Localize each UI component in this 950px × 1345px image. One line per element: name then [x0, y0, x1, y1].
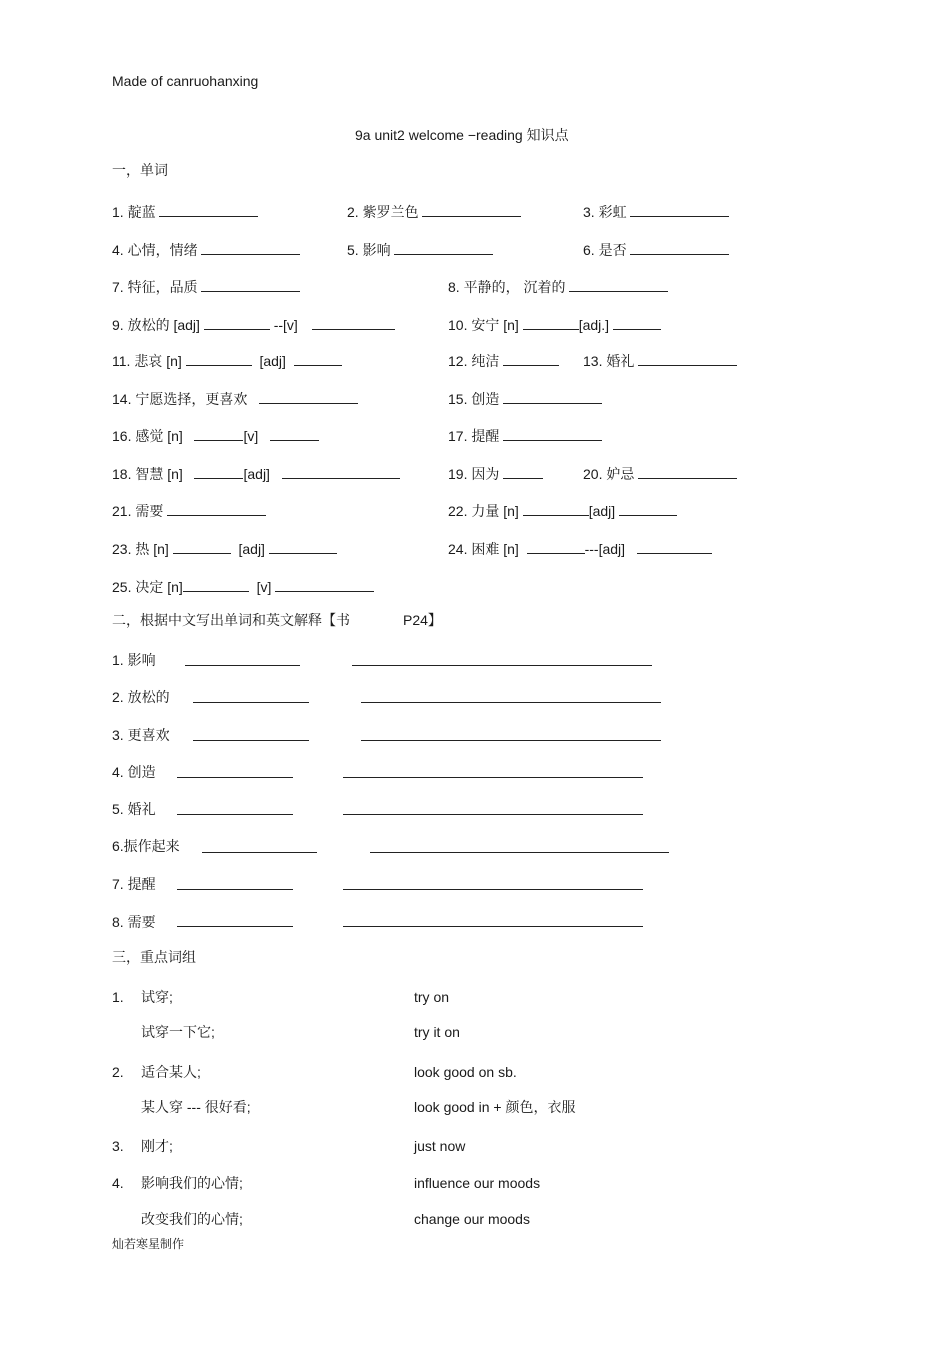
answer-blank[interactable]: [523, 501, 589, 516]
vocab-item: 16. 感觉 [n] [v]: [112, 426, 319, 445]
word-blank[interactable]: [193, 740, 309, 741]
answer-blank[interactable]: [394, 240, 493, 255]
phrase-english: change our moods: [414, 1211, 530, 1227]
answer-blank[interactable]: [183, 577, 249, 592]
answer-blank[interactable]: [569, 277, 668, 292]
vocab-item: 9. 放松的 [adj] --[v]: [112, 315, 395, 334]
vocab-item: 23. 热 [n] [adj]: [112, 539, 337, 558]
translate-item: 5. 婚礼: [112, 801, 156, 817]
vocab-item: 24. 困难 [n] ---[adj]: [448, 539, 712, 558]
answer-blank[interactable]: [173, 539, 231, 554]
answer-blank[interactable]: [503, 426, 602, 441]
page-title: 9a unit2 welcome −reading 知识点: [355, 127, 569, 143]
answer-blank[interactable]: [186, 351, 252, 366]
vocab-item: 6. 是否: [583, 240, 729, 259]
answer-blank[interactable]: [630, 240, 729, 255]
answer-blank[interactable]: [638, 351, 737, 366]
definition-blank[interactable]: [343, 777, 643, 778]
vocab-item: 22. 力量 [n] [adj]: [448, 501, 677, 520]
section3-heading: 三，重点词组: [112, 949, 196, 965]
word-blank[interactable]: [202, 852, 317, 853]
word-blank[interactable]: [185, 665, 300, 666]
phrase-chinese: 适合某人;: [141, 1064, 201, 1080]
answer-blank[interactable]: [619, 501, 677, 516]
answer-blank[interactable]: [269, 539, 337, 554]
word-blank[interactable]: [177, 889, 293, 890]
answer-blank[interactable]: [523, 315, 579, 330]
vocab-item: 15. 创造: [448, 389, 602, 408]
phrase-number: 4.: [112, 1175, 124, 1191]
vocab-item: 12. 纯洁: [448, 351, 559, 370]
vocab-item: 11. 悲哀 [n] [adj]: [112, 351, 342, 370]
section2-heading: 二，根据中文写出单词和英文解释【书: [112, 612, 350, 628]
translate-item: 8. 需要: [112, 914, 156, 930]
word-blank[interactable]: [177, 926, 293, 927]
vocab-item: 3. 彩虹: [583, 202, 729, 221]
phrase-chinese: 影响我们的心情;: [141, 1175, 243, 1191]
answer-blank[interactable]: [422, 202, 521, 217]
answer-blank[interactable]: [194, 426, 243, 441]
definition-blank[interactable]: [343, 889, 643, 890]
definition-blank[interactable]: [370, 852, 669, 853]
made-of-note: Made of canruohanxing: [112, 73, 259, 89]
answer-blank[interactable]: [270, 426, 319, 441]
phrase-chinese: 试穿一下它;: [141, 1024, 215, 1040]
phrase-number: 3.: [112, 1138, 124, 1154]
word-blank[interactable]: [177, 814, 293, 815]
phrase-number: 1.: [112, 989, 124, 1005]
phrase-english: look good in + 颜色，衣服: [414, 1099, 576, 1115]
definition-blank[interactable]: [352, 665, 652, 666]
translate-item: 2. 放松的: [112, 689, 170, 705]
answer-blank[interactable]: [201, 277, 300, 292]
phrase-number: 2.: [112, 1064, 124, 1080]
translate-item: 7. 提醒: [112, 876, 156, 892]
answer-blank[interactable]: [503, 351, 559, 366]
answer-blank[interactable]: [194, 464, 243, 479]
answer-blank[interactable]: [282, 464, 400, 479]
vocab-item: 25. 决定 [n] [v]: [112, 577, 374, 596]
answer-blank[interactable]: [637, 539, 712, 554]
word-blank[interactable]: [193, 702, 309, 703]
vocab-item: 5. 影响: [347, 240, 493, 259]
phrase-english: try on: [414, 989, 450, 1005]
vocab-item: 19. 因为: [448, 464, 543, 483]
phrase-english: look good on sb.: [414, 1064, 517, 1080]
phrase-chinese: 试穿;: [141, 989, 173, 1005]
phrase-english: try it on: [414, 1024, 460, 1040]
answer-blank[interactable]: [638, 464, 737, 479]
vocab-item: 2. 紫罗兰色: [347, 202, 521, 221]
translate-item: 1. 影响: [112, 652, 156, 668]
word-blank[interactable]: [177, 777, 293, 778]
answer-blank[interactable]: [613, 315, 661, 330]
translate-item: 3. 更喜欢: [112, 727, 170, 743]
phrase-english: just now: [414, 1138, 466, 1154]
phrase-chinese: 改变我们的心情;: [141, 1211, 243, 1227]
answer-blank[interactable]: [159, 202, 258, 217]
vocab-item: 14. 宁愿选择，更喜欢: [112, 389, 358, 408]
footer-credit: 灿若寒星制作: [112, 1237, 185, 1251]
vocab-item: 10. 安宁 [n] [adj.]: [448, 315, 661, 334]
vocab-item: 18. 智慧 [n] [adj]: [112, 464, 400, 483]
answer-blank[interactable]: [259, 389, 358, 404]
definition-blank[interactable]: [361, 702, 661, 703]
phrase-english: influence our moods: [414, 1175, 541, 1191]
vocab-item: 1. 靛蓝: [112, 202, 258, 221]
answer-blank[interactable]: [527, 539, 585, 554]
vocab-item: 7. 特征，品质: [112, 277, 300, 296]
answer-blank[interactable]: [201, 240, 300, 255]
vocab-item: 4. 心情，情绪: [112, 240, 300, 259]
answer-blank[interactable]: [294, 351, 342, 366]
answer-blank[interactable]: [312, 315, 395, 330]
phrase-chinese: 刚才;: [141, 1138, 173, 1154]
vocab-item: 17. 提醒: [448, 426, 602, 445]
answer-blank[interactable]: [204, 315, 270, 330]
section2-heading-page: P24】: [403, 612, 442, 628]
answer-blank[interactable]: [503, 464, 543, 479]
vocab-item: 21. 需要: [112, 501, 266, 520]
vocab-item: 13. 婚礼: [583, 351, 737, 370]
definition-blank[interactable]: [361, 740, 661, 741]
answer-blank[interactable]: [275, 577, 374, 592]
answer-blank[interactable]: [630, 202, 729, 217]
translate-item: 4. 创造: [112, 764, 156, 780]
answer-blank[interactable]: [503, 389, 602, 404]
vocab-item: 8. 平静的， 沉着的: [448, 277, 668, 296]
section1-heading: 一，单词: [112, 162, 168, 178]
definition-blank[interactable]: [343, 814, 643, 815]
vocab-item: 20. 妒忌: [583, 464, 737, 483]
translate-item: 6.振作起来: [112, 838, 180, 854]
answer-blank[interactable]: [167, 501, 266, 516]
phrase-chinese: 某人穿 --- 很好看;: [141, 1099, 251, 1115]
definition-blank[interactable]: [343, 926, 643, 927]
